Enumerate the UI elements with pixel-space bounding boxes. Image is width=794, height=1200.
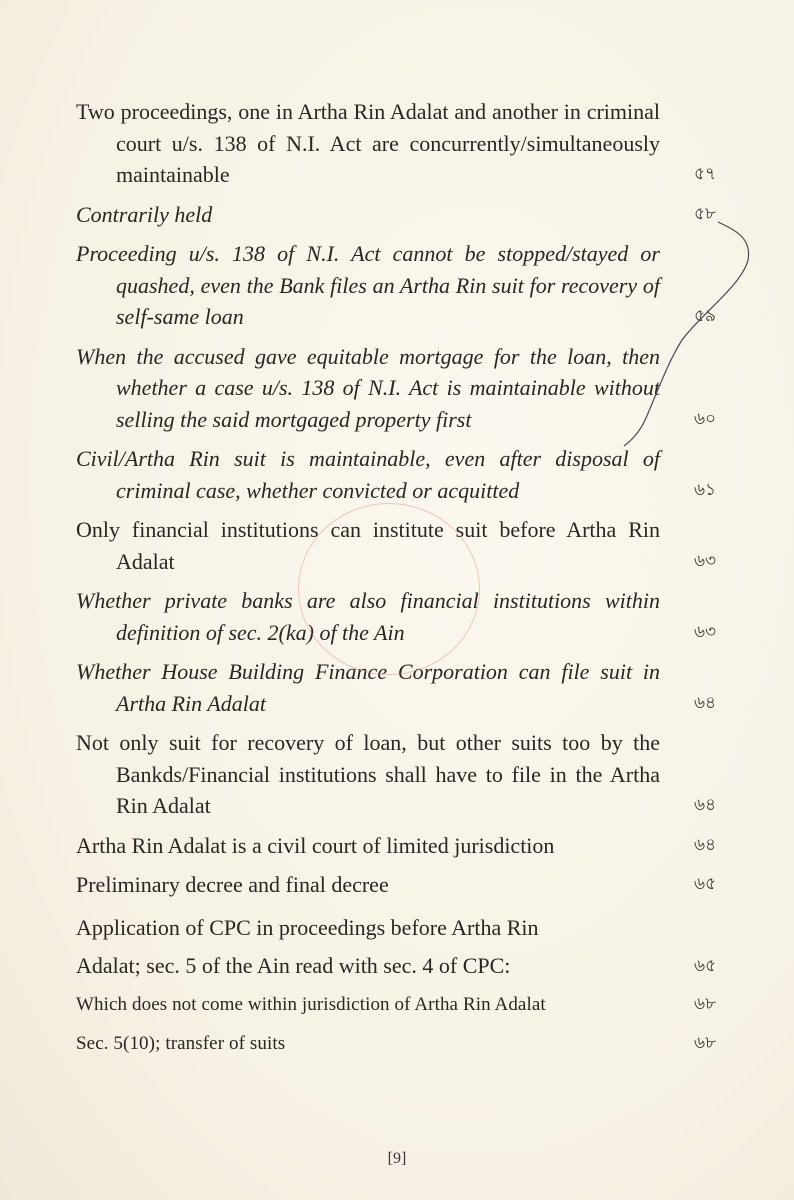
page-number: [9] [387, 1150, 407, 1167]
index-entry [76, 96, 717, 191]
index-entry [76, 1028, 717, 1060]
entry-text-line: Adalat; sec. 5 of the Ain read with sec. 4 of CPC: [76, 952, 511, 978]
index-entry [76, 727, 717, 822]
index-entry [76, 514, 717, 577]
entry-page-number: ৬৮ [694, 993, 717, 1014]
entry-text: When the accused gave equitable mortgage for the loan, then whether a case u/s. 138 of N.I. Act is maintainable without selling the said mortgaged property first [76, 343, 660, 432]
index-entry [76, 341, 717, 436]
entry-page-number: ৫৮ [694, 203, 717, 224]
entry-text: Not only suit for recovery of loan, but other suits too by the Bankds/Financial institutions shall have to file in the Artha Rin Adalat [76, 730, 660, 818]
entry-page-number: ৬৩ [694, 550, 717, 571]
entry-page-number: ৬১ [694, 479, 717, 500]
entry-text: Civil/Artha Rin suit is maintainable, even after disposal of criminal case, whether convicted or acquitted [76, 446, 660, 503]
entry-text: Whether House Building Finance Corporation can file suit in Artha Rin Adalat [76, 659, 660, 716]
entry-text-line: Application of CPC in proceedings before Artha Rin [76, 914, 539, 940]
entry-page-number: ৫৯ [694, 306, 717, 326]
entry-page-number: ৬৮ [694, 1033, 717, 1053]
index-entries [76, 96, 717, 1068]
entry-text: Sec. 5(10); transfer of suits [76, 1033, 286, 1054]
index-entry [76, 199, 717, 231]
entry-page-number: ৬০ [694, 408, 717, 429]
index-entry [76, 443, 717, 506]
entry-page-number: ৬৩ [694, 621, 717, 642]
index-entry [76, 830, 717, 862]
entry-text: Two proceedings, one in Artha Rin Adalat and another in criminal court u/s. 138 of N.I. Act are concurrently/simultaneously maintainable [76, 99, 660, 187]
entry-page-number: ৬৪ [694, 834, 717, 855]
entry-text: Whether private banks are also financial institutions within definition of sec. 2(ka) of the Ain [76, 588, 660, 645]
index-entry [76, 238, 717, 333]
entry-text: Proceeding u/s. 138 of N.I. Act cannot be stopped/stayed or quashed, even the Bank files an Artha Rin suit for recovery of self-same loan [76, 241, 660, 329]
index-entry [76, 585, 717, 648]
entry-text: Which does not come within jurisdiction of Artha Rin Adalat [76, 993, 546, 1015]
entry-text: Only financial institutions can institute suit before Artha Rin Adalat [76, 517, 660, 574]
entry-page-number: ৬৪ [694, 795, 717, 815]
entry-page-number: ৫৭ [694, 164, 717, 184]
entry-text: Contrarily held [76, 201, 213, 227]
entry-text: Artha Rin Adalat is a civil court of limited jurisdiction [76, 832, 555, 858]
entry-page-number: ৬৫ [694, 874, 717, 894]
index-entry [76, 656, 717, 719]
index-entry [76, 989, 717, 1021]
entry-text: Preliminary decree and final decree [76, 872, 389, 897]
entry-page-number: ৬৫ [694, 955, 717, 976]
index-entry-cpc [76, 909, 717, 985]
index-entry [76, 869, 717, 901]
entry-page-number: ৬৪ [694, 692, 717, 713]
